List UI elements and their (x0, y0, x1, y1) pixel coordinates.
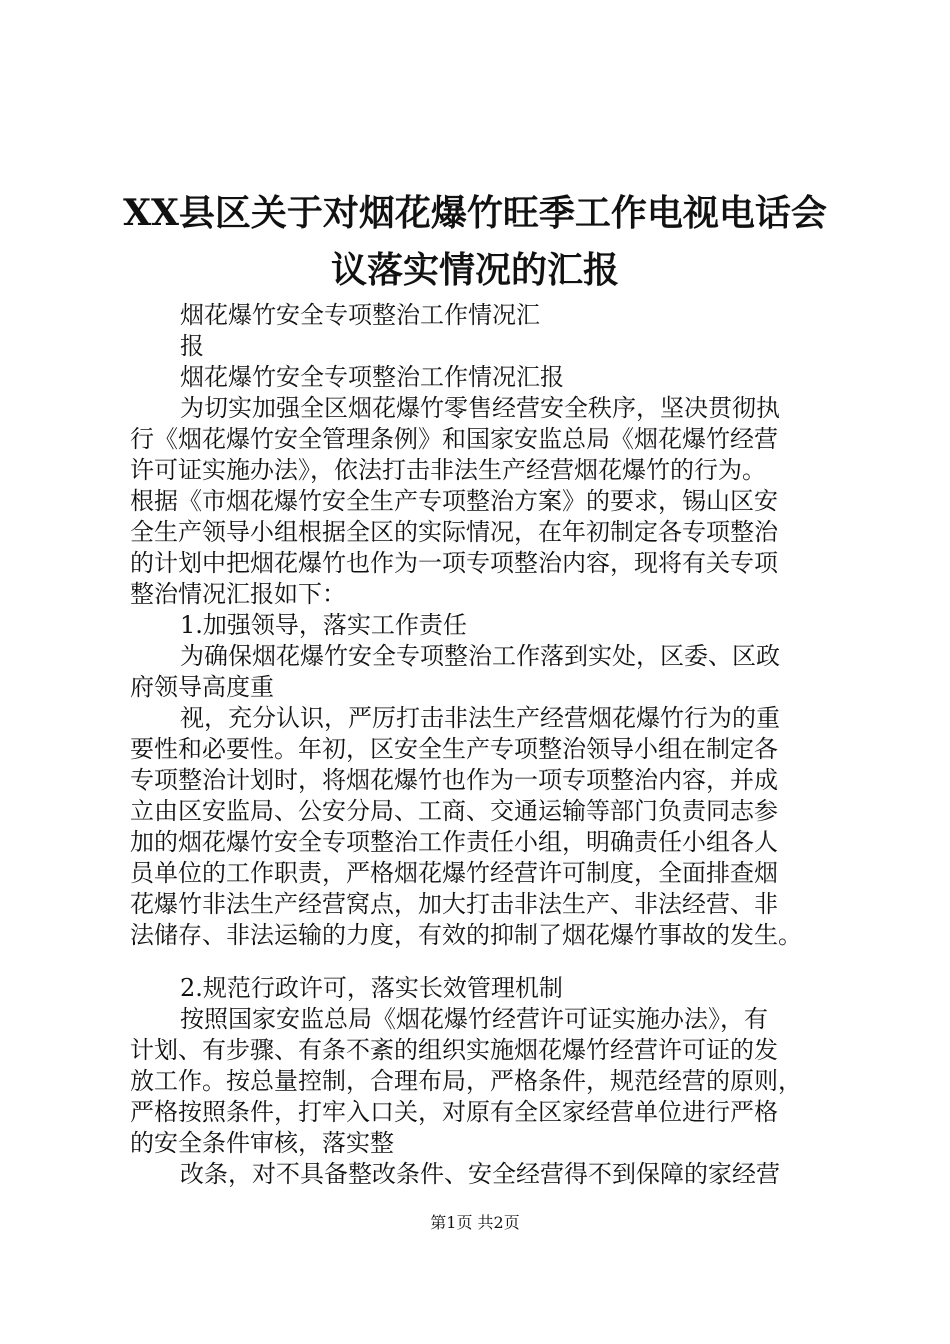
section-heading: 1.加强领导，落实工作责任 (180, 611, 467, 639)
paragraph-line: 许可证实施办法》，依法打击非法生产经营烟花爆竹的行为。 (130, 456, 766, 484)
paragraph-line: 要性和必要性。年初，区安全生产专项整治领导小组在制定各 (130, 735, 778, 763)
subtitle-line: 报 (180, 332, 204, 360)
paragraph-line: 府领导高度重 (130, 673, 274, 701)
subtitle-line: 烟花爆竹安全专项整治工作情况汇 (180, 301, 540, 329)
paragraph-line: 的计划中把烟花爆竹也作为一项专项整治内容，现将有关专项 (130, 549, 778, 577)
paragraph-line: 整治情况汇报如下： (130, 580, 346, 608)
paragraph-line: 员单位的工作职责，严格烟花爆竹经营许可制度，全面排查烟 (130, 859, 778, 887)
subtitle-line: 烟花爆竹安全专项整治工作情况汇报 (180, 363, 564, 391)
paragraph-line: 根据《市烟花爆竹安全生产专项整治方案》的要求，锡山区安 (130, 487, 778, 515)
paragraph-line: 严格按照条件，打牢入口关，对原有全区家经营单位进行严格 (130, 1098, 778, 1126)
paragraph-line: 视，充分认识，严厉打击非法生产经营烟花爆竹行为的重 (180, 704, 780, 732)
paragraph-line: 行《烟花爆竹安全管理条例》和国家安监总局《烟花爆竹经营 (130, 425, 778, 453)
paragraph-line: 全生产领导小组根据全区的实际情况，在年初制定各专项整治 (130, 518, 778, 546)
paragraph-line: 法储存、非法运输的力度，有效的抑制了烟花爆竹事故的发生。 (130, 921, 802, 949)
paragraph-line: 为切实加强全区烟花爆竹零售经营安全秩序，坚决贯彻执 (180, 394, 780, 422)
paragraph-line: 按照国家安监总局《烟花爆竹经营许可证实施办法》，有 (180, 1005, 768, 1033)
page-footer: 第1页 共2页 (430, 1213, 520, 1232)
paragraph-line: 加的烟花爆竹安全专项整治工作责任小组，明确责任小组各人 (130, 828, 778, 856)
paragraph-line: 花爆竹非法生产经营窝点，加大打击非法生产、非法经营、非 (130, 890, 778, 918)
paragraph-line: 专项整治计划时，将烟花爆竹也作为一项专项整治内容，并成 (130, 766, 778, 794)
document-title-line-1: XX县区关于对烟花爆竹旺季工作电视电话会 (123, 192, 827, 234)
paragraph-line: 立由区安监局、公安分局、工商、交通运输等部门负责同志参 (130, 797, 778, 825)
document-title-line-2: 议落实情况的汇报 (330, 249, 619, 291)
paragraph-line: 为确保烟花爆竹安全专项整治工作落到实处，区委、区政 (180, 642, 780, 670)
section-heading: 2.规范行政许可，落实长效管理机制 (180, 974, 563, 1002)
paragraph-line: 计划、有步骤、有条不紊的组织实施烟花爆竹经营许可证的发 (130, 1036, 778, 1064)
paragraph-line: 改条，对不具备整改条件、安全经营得不到保障的家经营 (180, 1160, 780, 1188)
paragraph-line: 的安全条件审核，落实整 (130, 1129, 394, 1157)
paragraph-line: 放工作。按总量控制，合理布局，严格条件，规范经营的原则， (130, 1067, 802, 1095)
